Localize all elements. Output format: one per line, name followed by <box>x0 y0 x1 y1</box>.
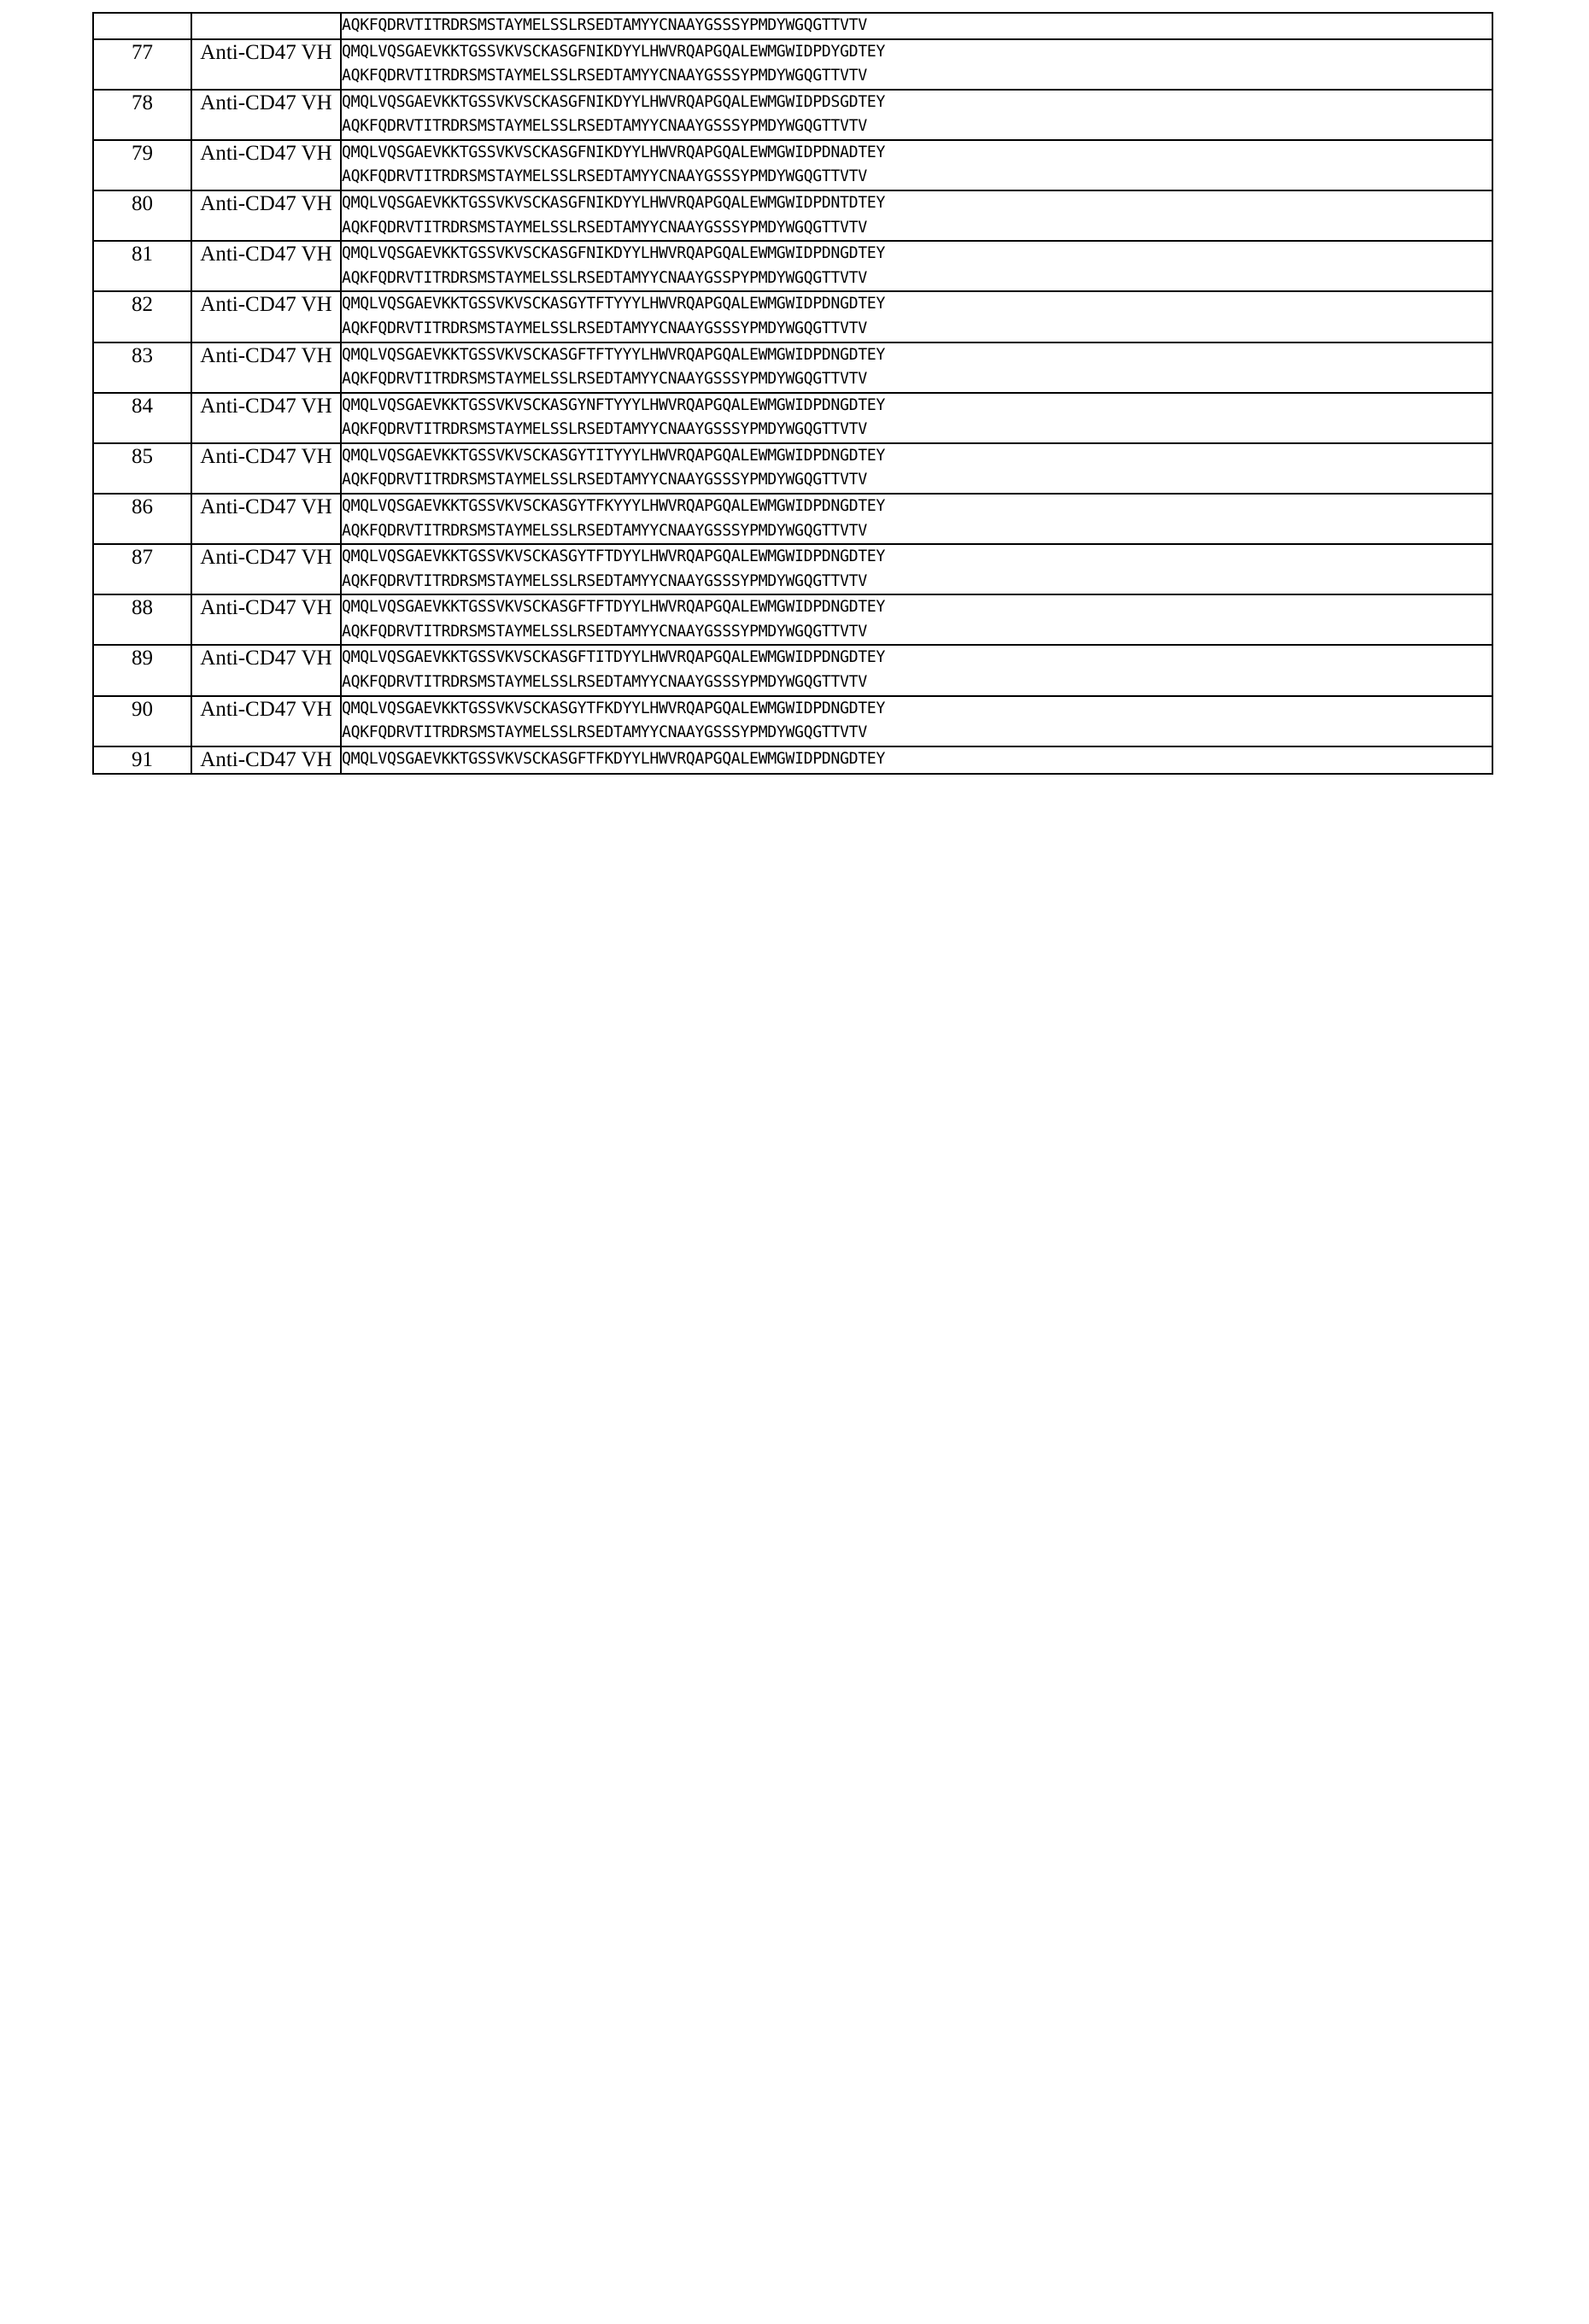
table-row <box>93 443 1492 494</box>
amino-acid-sequence-cell <box>341 241 1492 291</box>
antibody-name-cell: Anti-CD47 VH <box>191 696 341 746</box>
antibody-name-cell: Anti-CD47 VH <box>191 393 341 443</box>
sequence-line: QMQLVQSGAEVKKTGSSVKVSCKASGFTFKDYYLHWVRQAPGQALEWMGWIDPDNGDTEY <box>342 749 885 768</box>
sequence-line: AQKFQDRVTITRDRSMSTAYMELSSLRSEDTAMYYCNAAYGSSSYPMDYWGQGTTVTV <box>342 723 867 742</box>
table-row <box>93 13 1492 39</box>
sequence-line: AQKFQDRVTITRDRSMSTAYMELSSLRSEDTAMYYCNAAYGSSSYPMDYWGQGTTVTV <box>342 622 867 641</box>
sequence-number-cell: 83 <box>93 342 191 393</box>
antibody-name-cell: Anti-CD47 VH <box>191 291 341 342</box>
sequence-line: AQKFQDRVTITRDRSMSTAYMELSSLRSEDTAMYYCNAAYGSSSYPMDYWGQGTTVTV <box>342 167 867 186</box>
sequence-line: AQKFQDRVTITRDRSMSTAYMELSSLRSEDTAMYYCNAAYGSSSYPMDYWGQGTTVTV <box>342 673 867 692</box>
table-row <box>93 494 1492 544</box>
table-row <box>93 190 1492 241</box>
sequence-line: AQKFQDRVTITRDRSMSTAYMELSSLRSEDTAMYYCNAAYGSSSYPMDYWGQGTTVTV <box>342 471 867 489</box>
amino-acid-sequence-cell <box>341 645 1492 695</box>
sequence-table-body <box>93 13 1492 774</box>
sequence-number-cell: 86 <box>93 494 191 544</box>
antibody-name-cell: Anti-CD47 VH <box>191 39 341 90</box>
amino-acid-sequence-cell <box>341 13 1492 39</box>
sequence-line: AQKFQDRVTITRDRSMSTAYMELSSLRSEDTAMYYCNAAYGSSSYPMDYWGQGTTVTV <box>342 16 867 34</box>
sequence-line: QMQLVQSGAEVKKTGSSVKVSCKASGFTFTYYYLHWVRQAPGQALEWMGWIDPDNGDTEY <box>342 345 885 364</box>
table-row <box>93 140 1492 190</box>
sequence-line: QMQLVQSGAEVKKTGSSVKVSCKASGFTFTDYYLHWVRQAPGQALEWMGWIDPDNGDTEY <box>342 598 885 617</box>
sequence-line: AQKFQDRVTITRDRSMSTAYMELSSLRSEDTAMYYCNAAYGSSSYPMDYWGQGTTVTV <box>342 319 867 337</box>
antibody-name-cell: Anti-CD47 VH <box>191 544 341 594</box>
sequence-number-cell: 82 <box>93 291 191 342</box>
table-row <box>93 342 1492 393</box>
table-row <box>93 696 1492 746</box>
sequence-line: QMQLVQSGAEVKKTGSSVKVSCKASGYTFKYYYLHWVRQAPGQALEWMGWIDPDNGDTEY <box>342 496 885 515</box>
amino-acid-sequence-cell <box>341 544 1492 594</box>
sequence-number-cell <box>93 13 191 39</box>
sequence-line: QMQLVQSGAEVKKTGSSVKVSCKASGYTFTYYYLHWVRQAPGQALEWMGWIDPDNGDTEY <box>342 295 885 313</box>
sequence-line: QMQLVQSGAEVKKTGSSVKVSCKASGYTFKDYYLHWVRQAPGQALEWMGWIDPDNGDTEY <box>342 699 885 717</box>
document-page <box>0 0 1589 783</box>
table-row <box>93 746 1492 775</box>
amino-acid-sequence-cell <box>341 39 1492 90</box>
sequence-line: QMQLVQSGAEVKKTGSSVKVSCKASGYNFTYYYLHWVRQAPGQALEWMGWIDPDNGDTEY <box>342 395 885 414</box>
table-row <box>93 39 1492 90</box>
amino-acid-sequence-cell <box>341 494 1492 544</box>
antibody-name-cell: Anti-CD47 VH <box>191 594 341 645</box>
sequence-number-cell: 90 <box>93 696 191 746</box>
amino-acid-sequence-cell <box>341 140 1492 190</box>
sequence-number-cell: 80 <box>93 190 191 241</box>
sequence-table <box>92 12 1493 775</box>
table-row <box>93 291 1492 342</box>
sequence-number-cell: 79 <box>93 140 191 190</box>
amino-acid-sequence-cell <box>341 90 1492 140</box>
amino-acid-sequence-cell <box>341 746 1492 775</box>
sequence-number-cell: 85 <box>93 443 191 494</box>
antibody-name-cell: Anti-CD47 VH <box>191 90 341 140</box>
sequence-number-cell: 91 <box>93 746 191 775</box>
sequence-line: AQKFQDRVTITRDRSMSTAYMELSSLRSEDTAMYYCNAAYGSSSYPMDYWGQGTTVTV <box>342 521 867 540</box>
amino-acid-sequence-cell <box>341 696 1492 746</box>
sequence-line: QMQLVQSGAEVKKTGSSVKVSCKASGYTFTDYYLHWVRQAPGQALEWMGWIDPDNGDTEY <box>342 547 885 566</box>
sequence-number-cell: 89 <box>93 645 191 695</box>
sequence-number-cell: 87 <box>93 544 191 594</box>
sequence-line: AQKFQDRVTITRDRSMSTAYMELSSLRSEDTAMYYCNAAYGSSSYPMDYWGQGTTVTV <box>342 117 867 136</box>
amino-acid-sequence-cell <box>341 393 1492 443</box>
antibody-name-cell: Anti-CD47 VH <box>191 190 341 241</box>
sequence-line: AQKFQDRVTITRDRSMSTAYMELSSLRSEDTAMYYCNAAYGSSPYPMDYWGQGTTVTV <box>342 268 867 287</box>
sequence-line: QMQLVQSGAEVKKTGSSVKVSCKASGFNIKDYYLHWVRQAPGQALEWMGWIDPDNGDTEY <box>342 244 885 263</box>
amino-acid-sequence-cell <box>341 190 1492 241</box>
table-row <box>93 645 1492 695</box>
sequence-line: QMQLVQSGAEVKKTGSSVKVSCKASGFNIKDYYLHWVRQAPGQALEWMGWIDPDNADTEY <box>342 143 885 161</box>
amino-acid-sequence-cell <box>341 291 1492 342</box>
sequence-number-cell: 77 <box>93 39 191 90</box>
sequence-line: QMQLVQSGAEVKKTGSSVKVSCKASGFNIKDYYLHWVRQAPGQALEWMGWIDPDSGDTEY <box>342 92 885 111</box>
table-row <box>93 90 1492 140</box>
sequence-number-cell: 81 <box>93 241 191 291</box>
sequence-line: QMQLVQSGAEVKKTGSSVKVSCKASGFNIKDYYLHWVRQAPGQALEWMGWIDPDYGDTEY <box>342 42 885 61</box>
antibody-name-cell: Anti-CD47 VH <box>191 140 341 190</box>
table-row <box>93 544 1492 594</box>
antibody-name-cell: Anti-CD47 VH <box>191 443 341 494</box>
antibody-name-cell: Anti-CD47 VH <box>191 645 341 695</box>
sequence-line: QMQLVQSGAEVKKTGSSVKVSCKASGFTITDYYLHWVRQAPGQALEWMGWIDPDNGDTEY <box>342 648 885 667</box>
antibody-name-cell: Anti-CD47 VH <box>191 746 341 775</box>
sequence-line: QMQLVQSGAEVKKTGSSVKVSCKASGFNIKDYYLHWVRQAPGQALEWMGWIDPDNTDTEY <box>342 194 885 213</box>
sequence-line: AQKFQDRVTITRDRSMSTAYMELSSLRSEDTAMYYCNAAYGSSSYPMDYWGQGTTVTV <box>342 420 867 439</box>
table-row <box>93 241 1492 291</box>
sequence-line: AQKFQDRVTITRDRSMSTAYMELSSLRSEDTAMYYCNAAYGSSSYPMDYWGQGTTVTV <box>342 67 867 85</box>
sequence-line: AQKFQDRVTITRDRSMSTAYMELSSLRSEDTAMYYCNAAYGSSSYPMDYWGQGTTVTV <box>342 571 867 590</box>
sequence-number-cell: 84 <box>93 393 191 443</box>
sequence-line: AQKFQDRVTITRDRSMSTAYMELSSLRSEDTAMYYCNAAYGSSSYPMDYWGQGTTVTV <box>342 370 867 389</box>
amino-acid-sequence-cell <box>341 342 1492 393</box>
amino-acid-sequence-cell <box>341 443 1492 494</box>
sequence-line: QMQLVQSGAEVKKTGSSVKVSCKASGYTITYYYLHWVRQAPGQALEWMGWIDPDNGDTEY <box>342 446 885 465</box>
antibody-name-cell <box>191 13 341 39</box>
antibody-name-cell: Anti-CD47 VH <box>191 494 341 544</box>
sequence-line: AQKFQDRVTITRDRSMSTAYMELSSLRSEDTAMYYCNAAYGSSSYPMDYWGQGTTVTV <box>342 218 867 237</box>
table-row <box>93 393 1492 443</box>
sequence-number-cell: 88 <box>93 594 191 645</box>
table-row <box>93 594 1492 645</box>
sequence-number-cell: 78 <box>93 90 191 140</box>
antibody-name-cell: Anti-CD47 VH <box>191 342 341 393</box>
antibody-name-cell: Anti-CD47 VH <box>191 241 341 291</box>
amino-acid-sequence-cell <box>341 594 1492 645</box>
